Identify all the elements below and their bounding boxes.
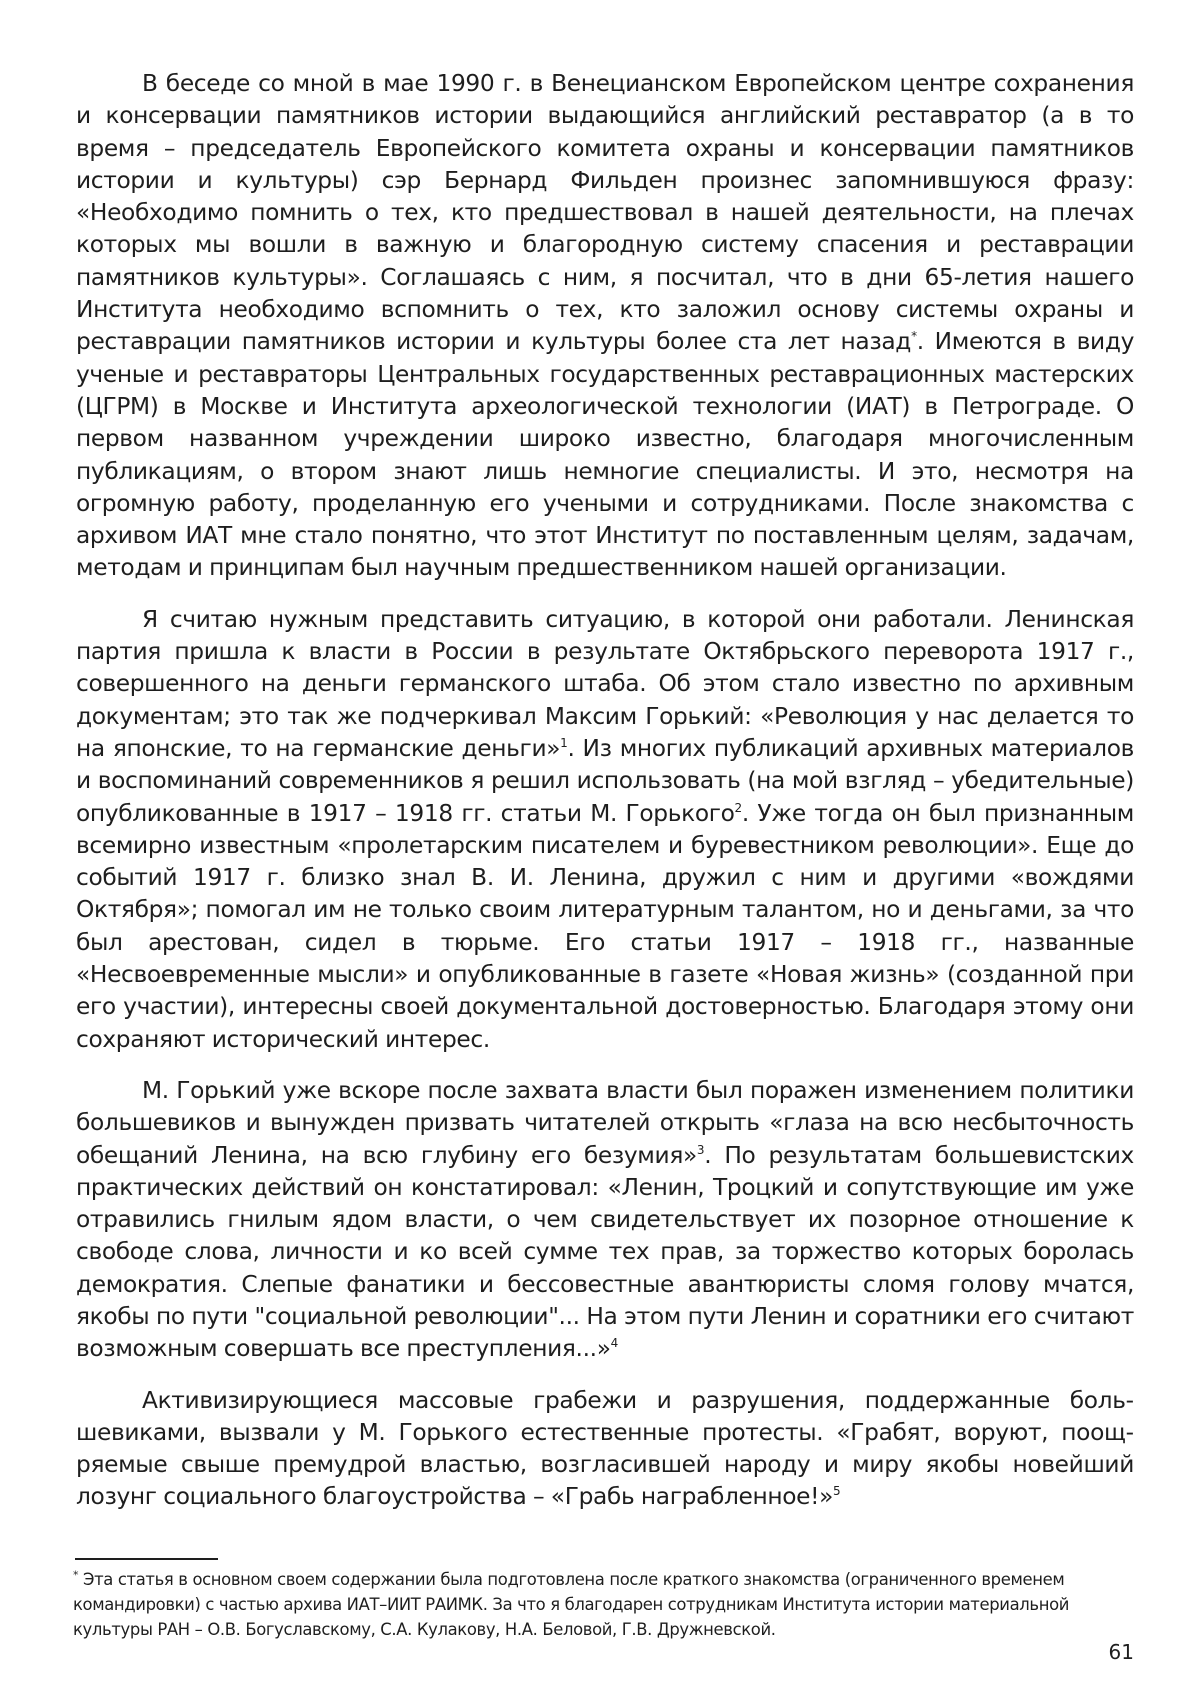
body-text xyxy=(76,68,1134,1533)
footnote-ref-3[interactable]: 3 xyxy=(696,1142,705,1157)
footnote-text: Эта статья в основном своем содержании была подготовлена после краткого знакомства (ограниченного временем командировки) с частью архива ИАТ–ИИТ РАИМК. За что я благодарен сотрудникам Института истории материальной культуры РАН – О.В. Богуславскому, С.А. Кулакову, Н.А. Беловой, Г.В. Дружневской. xyxy=(73,1570,1070,1639)
paragraph-3 xyxy=(76,1075,1134,1366)
footnote-ref-5[interactable]: 5 xyxy=(833,1484,841,1499)
paragraph-2 xyxy=(76,604,1134,1056)
paragraph-text: Активизирующиеся массовые грабежи и разрушения, поддержанные большевиками, вызвали у М. Горького естественные протесты. «Грабят, воруют, поощряемые свыше премудрой властью, возгласившей народу и миру якобы новейший лозунг социального благоустройства – «Грабь награбленное!» xyxy=(76,1386,1134,1511)
paragraph-text: . Уже тогда он был признанным всемирно известным «пролетарским писателем и буревестником революции». Еще до событий 1917 г. близко знал В. И. Ленина, дружил с ним и другими «вождями Октября»; помогал им не только своим литературным талантом, но и деньгами, за что был арестован, сидел в тюрьме. Его статьи 1917 – 1918 гг., названные «Несвоевременные мысли» и опубликованные в газете «Новая жизнь» (созданной при его участии), интересны своей документальной достоверностью. Благодаря этому они сохраняют исторический интерес. xyxy=(76,799,1134,1053)
paragraph-text: М. Горький уже вскоре после захвата власти был поражен изменением политики большевиков и вынужден призвать читателей открыть «глаза на всю несбыточность обещаний Ленина, на всю глубину его безумия» xyxy=(76,1076,1134,1169)
paragraph-text: В беседе со мной в мае 1990 г. в Венецианском Европейском центре сохранения и консервации памятников истории выдающийся английский реставратор (а в то время – председатель Европейского комитета охраны и консервации памятников истории и культуры) сэр Бернард Фильден произнес запомнившуюся фразу: «Необходимо помнить о тех, кто предшествовал в нашей деятельности, на плечах которых мы вошли в важную и благородную систему спасения и реставрации памятников культуры». Соглашаясь с ним, я посчитал, что в дни 65-летия нашего Института необходимо вспомнить о тех, кто заложил основу системы охраны и реставрации памятников истории и культуры более ста лет назад xyxy=(76,70,1134,356)
paragraph-text: Я считаю нужным представить ситуацию, в которой они работали. Ленинская партия пришла к власти в России в результате Октябрьского переворота 1917 г., совершенного на деньги германского штаба. Об этом стало известно по архивным документам; это так же подчеркивал Максим Горький: «Революция у нас делается то на японские, то на германские деньги» xyxy=(76,605,1134,762)
page-number: 61 xyxy=(1108,1640,1134,1664)
footnote-ref-4[interactable]: 4 xyxy=(610,1336,618,1351)
paragraph-text: . Из многих публикаций архивных материалов и воспоминаний современников я решил использовать (на мой взгляд – убедительные) опубликованные в 1917 – 1918 гг. статьи М. Горького xyxy=(76,734,1134,827)
footnote-ref-1[interactable]: 1 xyxy=(560,736,568,751)
footnote-divider xyxy=(75,1558,218,1560)
paragraph-text: . По результатам большевистских практических действий он констатировал: «Ленин, Троцкий и сопутствующие им уже отравились гнилым ядом власти, о чем свидетельствует их позорное отношение к свободе слова, личности и ко всей сумме тех прав, за торжество которых боролась демократия. Слепые фанатики и бессовестные авантюристы сломя голову мчатся, якобы по пути "социальной революции"... На этом пути Ленин и соратники его считают возможным совершать все преступления...» xyxy=(76,1141,1134,1363)
footnote xyxy=(73,1567,1135,1642)
footnote-ref-2[interactable]: 2 xyxy=(734,800,742,815)
paragraph-1 xyxy=(76,68,1134,585)
footnote-ref-asterisk[interactable]: * xyxy=(911,329,917,344)
paragraph-4 xyxy=(76,1385,1134,1514)
paragraph-text: . Имеются в виду ученые и реставраторы Центральных государственных реставрационных мастерских (ЦГРМ) в Москве и Института археологической технологии (ИАТ) в Петрограде. О первом названном учреждении широко известно, благодаря многочисленным публикациям, о втором знают лишь немногие специалисты. И это, несмотря на огромную работу, проделанную его учеными и сотрудниками. После знакомства с архивом ИАТ мне стало понятно, что этот Институт по поставленным целям, задачам, методам и принципам был научным предшественником нашей организации. xyxy=(76,328,1135,582)
footnote-mark: * xyxy=(73,1568,79,1582)
